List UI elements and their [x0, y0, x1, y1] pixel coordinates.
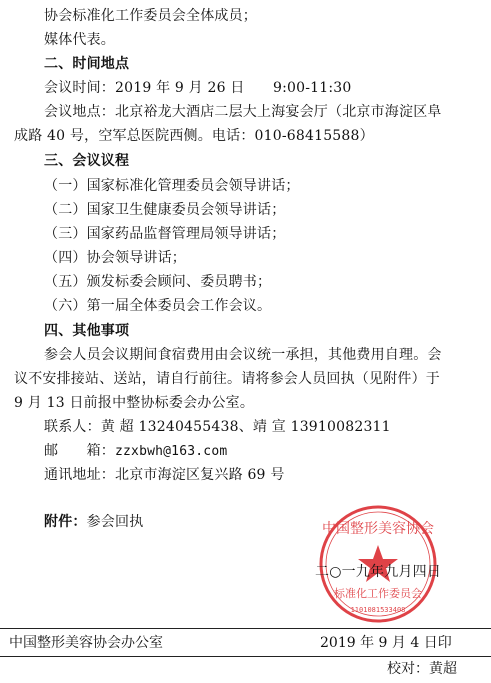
other-matters-line-1: 参会人员会议期间食宿费用由会议统一承担，其他费用自理。会	[44, 347, 442, 363]
signature-date: 二○一九年九月四日	[315, 564, 442, 580]
footer-issuer: 中国整形美容协会办公室	[9, 635, 163, 651]
agenda-item-1: （一）国家标准化管理委员会领导讲话；	[44, 178, 300, 194]
contact-row	[44, 418, 391, 436]
svg-text:标准化工作委员会: 标准化工作委员会	[334, 587, 422, 600]
other-matters-line-2: 议不安排接站、送站，请自行前往。请将参会人员回执（见附件）于	[14, 371, 440, 387]
address-label: 通讯地址：	[44, 467, 115, 483]
attendee-line-1: 协会标准化工作委员会全体成员；	[44, 8, 257, 24]
agenda-item-6: （六）第一届全体委员会工作会议。	[44, 298, 272, 314]
svg-text:中国整形美容协会: 中国整形美容协会	[322, 521, 434, 537]
attachment-label: 附件：	[44, 514, 87, 530]
meeting-place-line-1: 会议地点：北京裕龙大酒店二层大上海宴会厅（北京市海淀区阜	[44, 104, 442, 120]
email-value[interactable]: zzxbwh@163.com	[115, 444, 228, 459]
contact-label: 联系人：	[44, 419, 101, 435]
attachment-value: 参会回执	[86, 514, 144, 530]
section-4-heading: 四、其他事项	[44, 323, 130, 339]
section-2-heading: 二、时间地点	[44, 56, 130, 72]
section-3-heading: 三、会议议程	[44, 153, 130, 169]
meeting-place-line-2: 成路 40 号，空军总医院西侧。电话：010-68415588）	[14, 128, 374, 144]
agenda-item-2: （二）国家卫生健康委员会领导讲话；	[44, 202, 286, 218]
meeting-time: 会议时间：2019 年 9 月 26 日 9:00-11:30	[44, 80, 352, 96]
footer-middle-rule	[0, 656, 491, 657]
agenda-item-5: （五）颁发标委会顾问、委员聘书；	[44, 274, 272, 290]
address-row	[44, 466, 285, 484]
attachment-row	[44, 513, 143, 531]
footer-proofreader: 校对：黄超	[387, 661, 457, 677]
attendee-line-2: 媒体代表。	[44, 32, 115, 48]
svg-text:1101081533408: 1101081533408	[350, 606, 406, 614]
contact-value: 黄 超 13240455438、靖 宣 13910082311	[100, 419, 391, 435]
email-label: 邮 箱：	[44, 443, 115, 459]
footer-printed-date: 2019 年 9 月 4 日印	[320, 635, 452, 651]
address-value: 北京市海淀区复兴路 69 号	[115, 467, 285, 483]
email-row	[44, 442, 227, 461]
agenda-item-4: （四）协会领导讲话；	[44, 250, 186, 266]
footer-top-rule	[0, 628, 491, 629]
agenda-item-3: （三）国家药品监督管理局领导讲话；	[44, 226, 286, 242]
other-matters-line-3: 9 月 13 日前报中整协标委会办公室。	[14, 395, 255, 411]
